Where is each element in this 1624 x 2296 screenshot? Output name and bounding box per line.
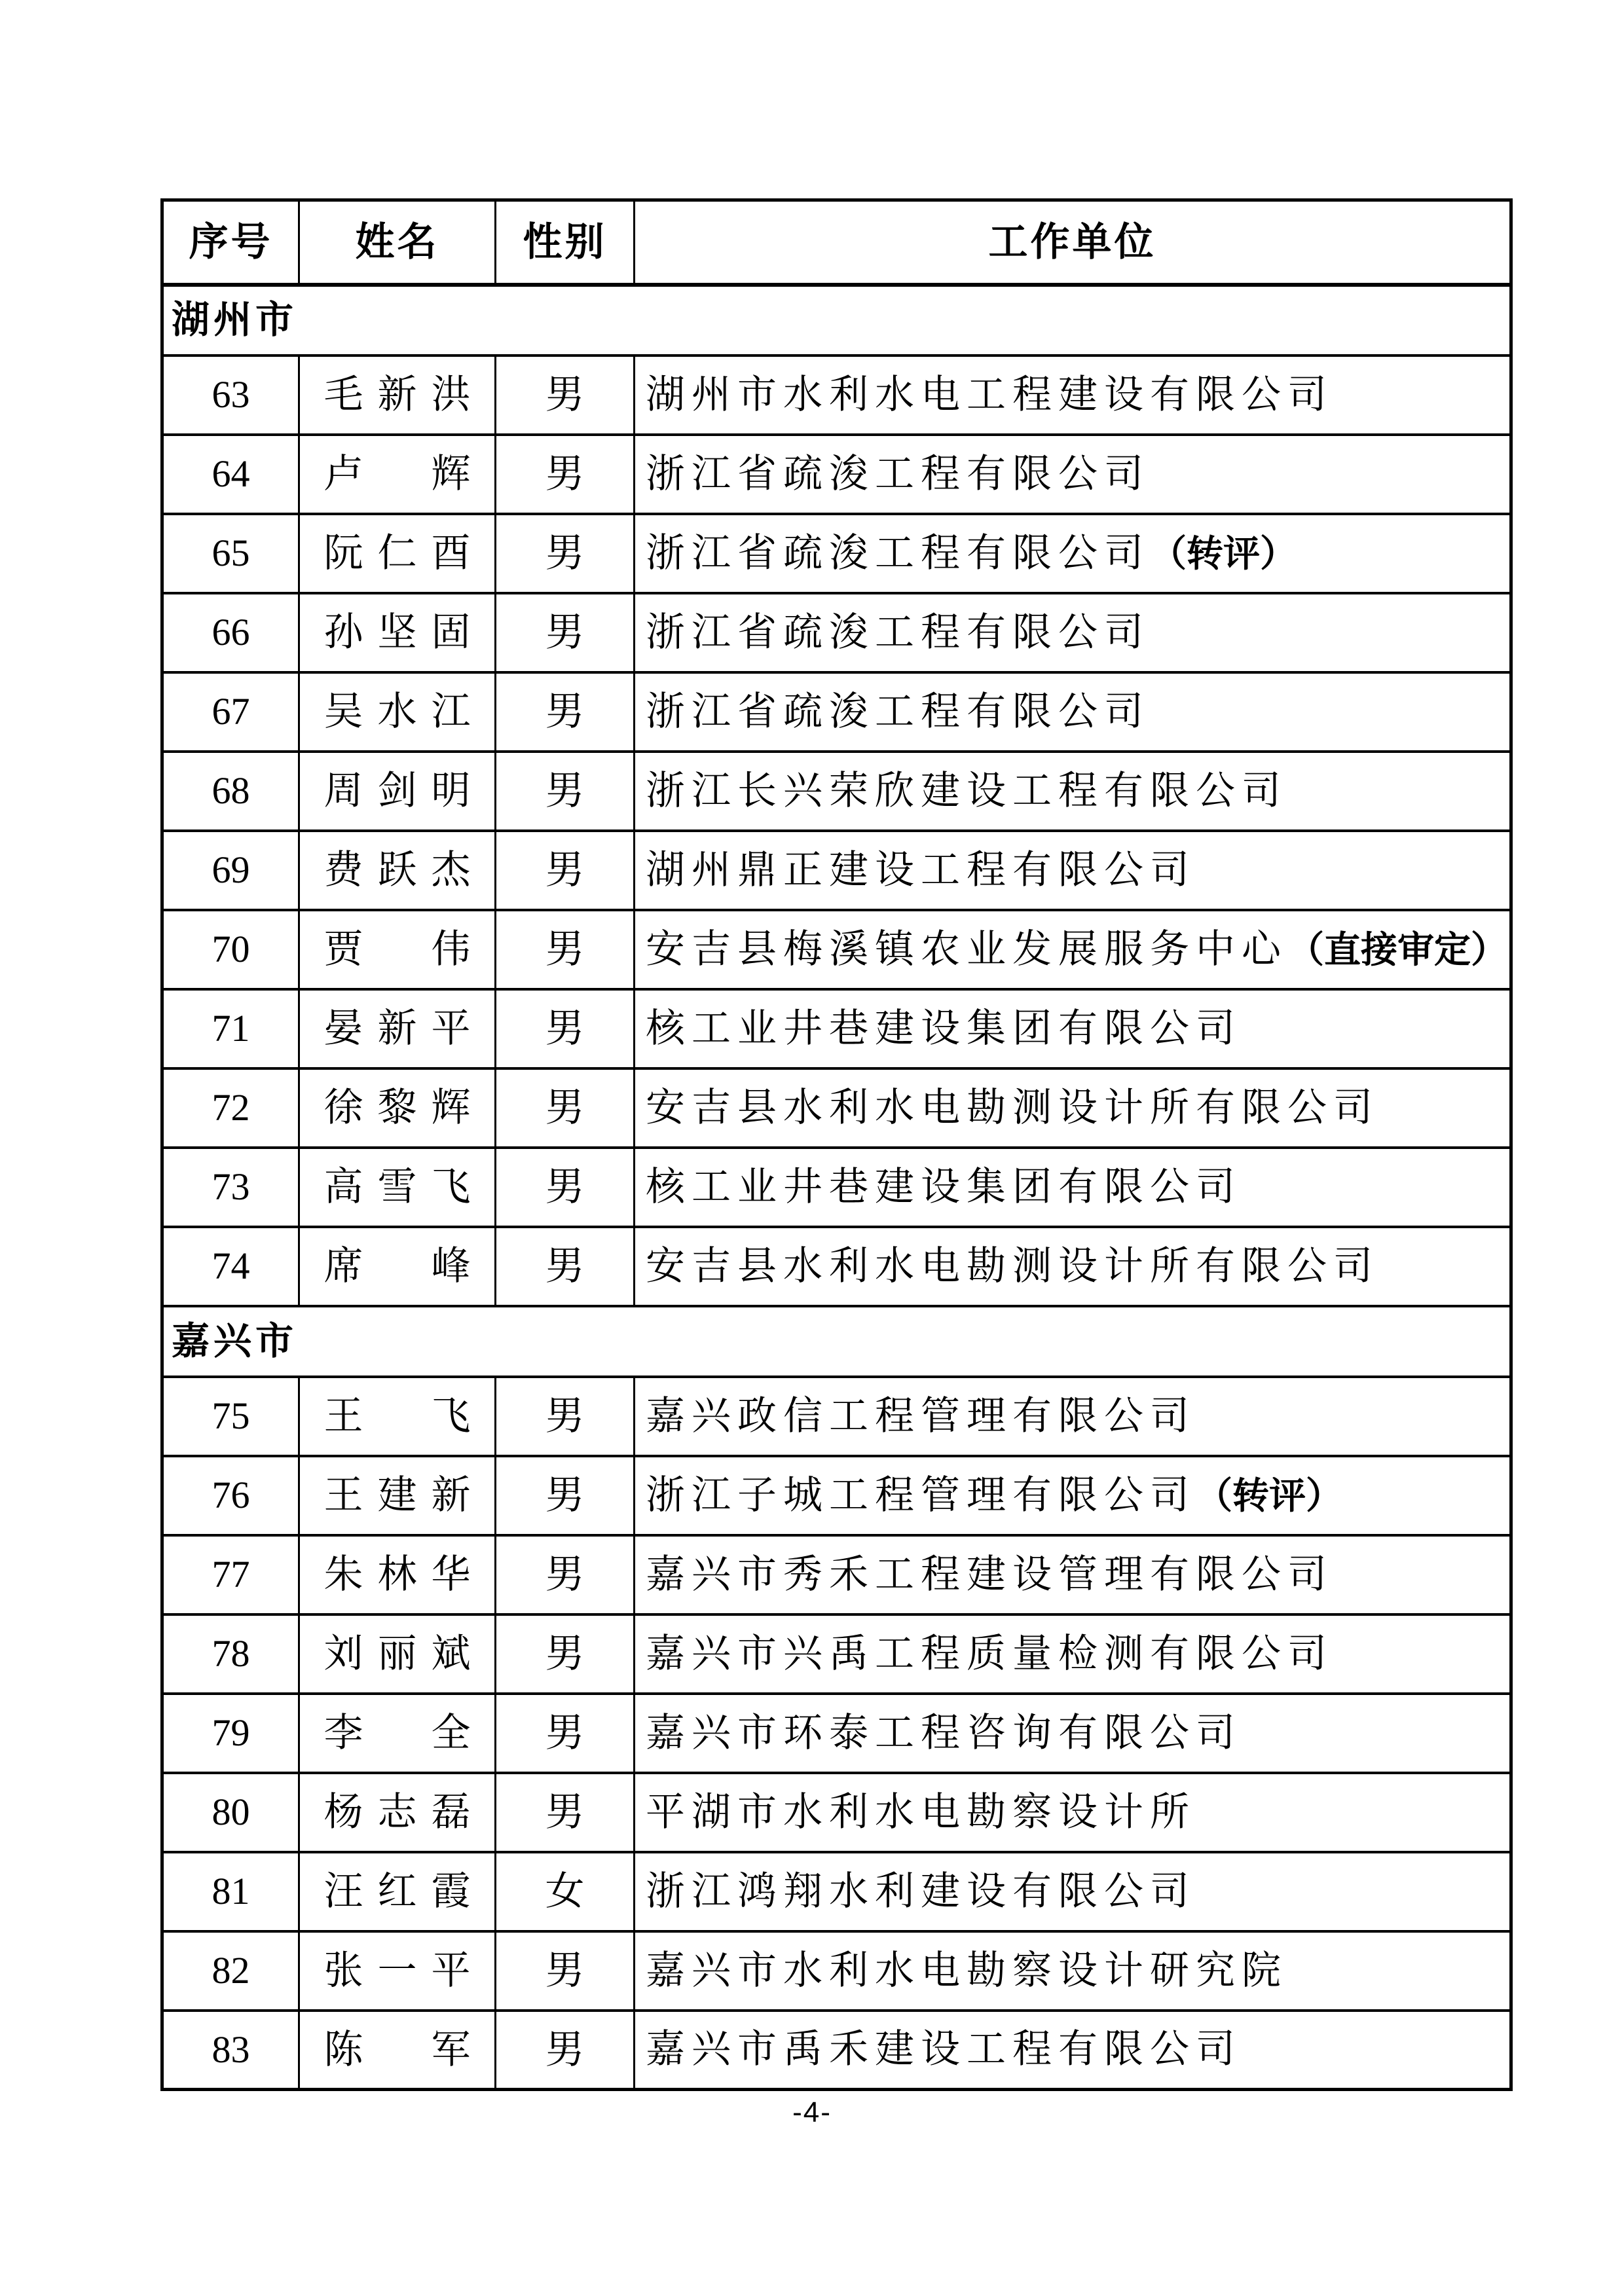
gender-cell: 男 <box>496 593 635 672</box>
person-name: 阮仁酉 <box>323 532 471 575</box>
name-cell <box>299 831 496 910</box>
gender-cell: 男 <box>496 1227 635 1306</box>
person-row <box>162 752 1511 831</box>
name-cell <box>299 514 496 593</box>
serial-number-cell: 74 <box>162 1227 299 1306</box>
name-cell <box>299 593 496 672</box>
person-row <box>162 355 1511 435</box>
name-cell <box>299 1377 496 1456</box>
city-section-row <box>162 1306 1511 1377</box>
gender-cell: 男 <box>496 752 635 831</box>
name-cell <box>299 910 496 989</box>
work-unit-text: 湖州鼎正建设工程有限公司 <box>646 848 1196 892</box>
gender-cell: 男 <box>496 1148 635 1227</box>
work-unit-text: 嘉兴市禹禾建设工程有限公司 <box>646 2028 1242 2071</box>
work-unit-cell <box>635 910 1511 989</box>
person-name: 毛新洪 <box>323 373 471 416</box>
person-name: 高雪飞 <box>323 1165 471 1209</box>
name-cell <box>299 2011 496 2090</box>
person-name: 李 全 <box>323 1711 471 1755</box>
person-row <box>162 910 1511 989</box>
name-cell <box>299 1148 496 1227</box>
serial-number-cell: 68 <box>162 752 299 831</box>
work-unit-text: 安吉县水利水电勘测设计所有限公司 <box>646 1085 1379 1129</box>
person-name: 陈 军 <box>323 2028 471 2071</box>
person-name: 王建新 <box>323 1474 471 1517</box>
serial-number-cell: 67 <box>162 672 299 752</box>
name-cell <box>299 435 496 514</box>
work-unit-cell <box>635 435 1511 514</box>
person-name: 贾 伟 <box>323 928 471 971</box>
person-row <box>162 514 1511 593</box>
work-unit-text: 浙江省疏浚工程有限公司 <box>646 452 1150 496</box>
name-cell <box>299 1614 496 1694</box>
work-unit-annotation: （直接审定） <box>1287 928 1507 970</box>
work-unit-text: 平湖市水利水电勘察设计所 <box>646 1790 1196 1834</box>
gender-cell: 男 <box>496 435 635 514</box>
gender-cell: 男 <box>496 355 635 435</box>
person-name: 徐黎辉 <box>323 1086 471 1129</box>
work-unit-cell <box>635 1614 1511 1694</box>
work-unit-cell <box>635 1852 1511 1931</box>
person-name: 杨志磊 <box>323 1791 471 1834</box>
serial-number-cell: 73 <box>162 1148 299 1227</box>
work-unit-cell <box>635 514 1511 593</box>
serial-number-cell: 77 <box>162 1535 299 1614</box>
work-unit-annotation: （转评） <box>1196 1474 1342 1516</box>
work-unit-text: 嘉兴市秀禾工程建设管理有限公司 <box>646 1552 1333 1596</box>
work-unit-cell <box>635 355 1511 435</box>
name-cell <box>299 1068 496 1148</box>
person-name: 张一平 <box>323 1949 471 1992</box>
work-unit-text: 浙江长兴荣欣建设工程有限公司 <box>646 769 1287 812</box>
work-unit-cell <box>635 1535 1511 1614</box>
work-unit-cell <box>635 1227 1511 1306</box>
work-unit-cell <box>635 1456 1511 1535</box>
name-cell <box>299 355 496 435</box>
name-cell <box>299 1852 496 1931</box>
work-unit-cell <box>635 752 1511 831</box>
work-unit-cell <box>635 593 1511 672</box>
serial-number-cell: 64 <box>162 435 299 514</box>
city-section-row <box>162 285 1511 355</box>
serial-number-cell: 78 <box>162 1614 299 1694</box>
roster-table <box>160 198 1513 2091</box>
person-row <box>162 1456 1511 1535</box>
serial-number-cell: 81 <box>162 1852 299 1931</box>
person-name: 朱林华 <box>323 1553 471 1596</box>
person-row <box>162 1852 1511 1931</box>
work-unit-text: 嘉兴市兴禹工程质量检测有限公司 <box>646 1631 1333 1675</box>
gender-cell: 男 <box>496 1931 635 2011</box>
work-unit-text: 核工业井巷建设集团有限公司 <box>646 1165 1242 1209</box>
name-cell <box>299 989 496 1068</box>
person-name: 席 峰 <box>323 1245 471 1288</box>
city-section-label: 嘉兴市 <box>162 1306 1511 1377</box>
gender-cell: 男 <box>496 831 635 910</box>
person-row <box>162 1148 1511 1227</box>
person-name: 晏新平 <box>323 1007 471 1050</box>
person-name: 费跃杰 <box>323 848 471 892</box>
name-cell <box>299 1535 496 1614</box>
person-row <box>162 1377 1511 1456</box>
gender-cell: 男 <box>496 1068 635 1148</box>
work-unit-cell <box>635 831 1511 910</box>
person-name: 王 飞 <box>323 1394 471 1438</box>
work-unit-cell <box>635 672 1511 752</box>
person-name: 吴水江 <box>323 690 471 733</box>
work-unit-cell <box>635 989 1511 1068</box>
serial-number-cell: 83 <box>162 2011 299 2090</box>
work-unit-cell <box>635 2011 1511 2090</box>
work-unit-text: 湖州市水利水电工程建设有限公司 <box>646 373 1333 416</box>
work-unit-text: 嘉兴政信工程管理有限公司 <box>646 1394 1196 1438</box>
person-row <box>162 1773 1511 1852</box>
gender-cell: 女 <box>496 1852 635 1931</box>
gender-cell: 男 <box>496 2011 635 2090</box>
work-unit-cell <box>635 1694 1511 1773</box>
serial-number-cell: 69 <box>162 831 299 910</box>
work-unit-text: 浙江省疏浚工程有限公司 <box>646 531 1150 575</box>
serial-number-cell: 80 <box>162 1773 299 1852</box>
col-header-work-unit: 工作单位 <box>635 200 1511 285</box>
gender-cell: 男 <box>496 989 635 1068</box>
work-unit-text: 嘉兴市水利水电勘察设计研究院 <box>646 1948 1287 1992</box>
name-cell <box>299 1227 496 1306</box>
person-row <box>162 2011 1511 2090</box>
col-header-name: 姓名 <box>299 200 496 285</box>
work-unit-text: 浙江省疏浚工程有限公司 <box>646 689 1150 733</box>
person-name: 刘丽斌 <box>323 1632 471 1675</box>
person-row <box>162 672 1511 752</box>
person-row <box>162 989 1511 1068</box>
work-unit-cell <box>635 1377 1511 1456</box>
serial-number-cell: 79 <box>162 1694 299 1773</box>
col-header-gender: 性别 <box>496 200 635 285</box>
work-unit-text: 浙江鸿翔水利建设有限公司 <box>646 1869 1196 1913</box>
work-unit-cell <box>635 1068 1511 1148</box>
serial-number-cell: 65 <box>162 514 299 593</box>
name-cell <box>299 1773 496 1852</box>
serial-number-cell: 63 <box>162 355 299 435</box>
person-row <box>162 1931 1511 2011</box>
work-unit-cell <box>635 1931 1511 2011</box>
table-body <box>162 285 1511 2090</box>
city-section-label: 湖州市 <box>162 285 1511 355</box>
header-row <box>162 200 1511 285</box>
name-cell <box>299 1456 496 1535</box>
work-unit-text: 浙江省疏浚工程有限公司 <box>646 610 1150 654</box>
name-cell <box>299 1694 496 1773</box>
work-unit-text: 浙江子城工程管理有限公司 <box>646 1473 1196 1517</box>
person-name: 周剑明 <box>323 769 471 812</box>
person-name: 孙坚固 <box>323 611 471 654</box>
name-cell <box>299 672 496 752</box>
serial-number-cell: 71 <box>162 989 299 1068</box>
serial-number-cell: 66 <box>162 593 299 672</box>
person-name: 卢 辉 <box>323 452 471 496</box>
person-row <box>162 1614 1511 1694</box>
serial-number-cell: 72 <box>162 1068 299 1148</box>
work-unit-text: 安吉县梅溪镇农业发展服务中心 <box>646 927 1287 971</box>
gender-cell: 男 <box>496 1694 635 1773</box>
col-header-serial: 序号 <box>162 200 299 285</box>
page-number: -4- <box>792 2096 832 2128</box>
person-row <box>162 831 1511 910</box>
gender-cell: 男 <box>496 1535 635 1614</box>
person-row <box>162 435 1511 514</box>
serial-number-cell: 70 <box>162 910 299 989</box>
gender-cell: 男 <box>496 910 635 989</box>
serial-number-cell: 75 <box>162 1377 299 1456</box>
name-cell <box>299 1931 496 2011</box>
work-unit-cell <box>635 1148 1511 1227</box>
person-row <box>162 1694 1511 1773</box>
gender-cell: 男 <box>496 1614 635 1694</box>
work-unit-text: 安吉县水利水电勘测设计所有限公司 <box>646 1244 1379 1288</box>
person-row <box>162 1068 1511 1148</box>
work-unit-text: 核工业井巷建设集团有限公司 <box>646 1006 1242 1050</box>
gender-cell: 男 <box>496 514 635 593</box>
gender-cell: 男 <box>496 672 635 752</box>
gender-cell: 男 <box>496 1377 635 1456</box>
name-cell <box>299 752 496 831</box>
person-row <box>162 1535 1511 1614</box>
person-row <box>162 1227 1511 1306</box>
person-name: 汪红霞 <box>323 1870 471 1913</box>
work-unit-cell <box>635 1773 1511 1852</box>
gender-cell: 男 <box>496 1773 635 1852</box>
work-unit-annotation: （转评） <box>1150 532 1297 574</box>
person-row <box>162 593 1511 672</box>
gender-cell: 男 <box>496 1456 635 1535</box>
serial-number-cell: 82 <box>162 1931 299 2011</box>
work-unit-text: 嘉兴市环泰工程咨询有限公司 <box>646 1711 1242 1755</box>
serial-number-cell: 76 <box>162 1456 299 1535</box>
